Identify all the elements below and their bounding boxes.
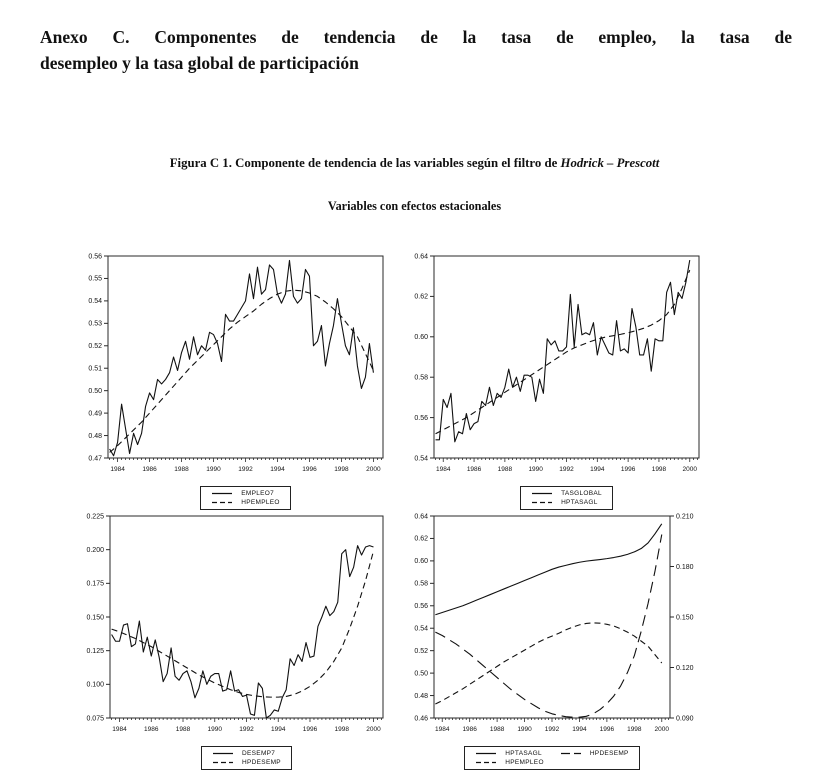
- svg-text:0.56: 0.56: [414, 414, 428, 422]
- chart-tasglobal-legend: [409, 486, 724, 510]
- series-TASGLOBAL: [436, 260, 690, 442]
- svg-text:0.52: 0.52: [414, 647, 428, 655]
- legend-label: TASGLOBAL: [561, 490, 602, 497]
- legend-item-hptasagl: [531, 499, 602, 506]
- line-chart-svg: [396, 250, 711, 480]
- svg-text:0.46: 0.46: [414, 715, 428, 723]
- svg-text:0.53: 0.53: [88, 320, 102, 328]
- chart-desempleo-legend: [84, 746, 409, 770]
- svg-text:2000: 2000: [682, 466, 697, 473]
- series-HPTASAGL: [436, 270, 690, 434]
- chart-tendencias: [398, 510, 718, 770]
- legend-label: HPEMPLEO: [505, 759, 544, 766]
- svg-text:1984: 1984: [110, 466, 125, 473]
- chart-tasglobal-plot: [396, 250, 711, 480]
- svg-text:1984: 1984: [436, 466, 451, 473]
- svg-text:1992: 1992: [559, 466, 574, 473]
- svg-text:0.48: 0.48: [88, 432, 102, 440]
- svg-text:2000: 2000: [654, 726, 670, 733]
- legend-box: [520, 486, 613, 510]
- svg-text:1992: 1992: [238, 466, 253, 473]
- page-title-line1: Anexo C. Componentes de tendencia de la tasa de empleo, la tasa de: [40, 26, 792, 47]
- figure-caption: [0, 156, 829, 171]
- svg-text:1988: 1988: [175, 726, 191, 733]
- legend-box: [464, 746, 639, 770]
- figure-caption-emphasis: Hodrick – Prescott: [560, 156, 660, 170]
- svg-text:0.64: 0.64: [414, 253, 428, 261]
- svg-text:0.180: 0.180: [676, 563, 694, 571]
- svg-text:1986: 1986: [466, 466, 482, 473]
- svg-text:1988: 1988: [497, 466, 513, 473]
- legend-line-sample: [211, 490, 233, 497]
- svg-text:1988: 1988: [174, 466, 189, 473]
- svg-text:1998: 1998: [334, 466, 349, 473]
- svg-text:0.49: 0.49: [88, 410, 102, 418]
- svg-text:1986: 1986: [142, 466, 157, 473]
- legend-line-sample: [560, 750, 582, 757]
- legend-label: HPEMPLEO: [241, 499, 280, 506]
- svg-text:0.47: 0.47: [88, 455, 102, 463]
- svg-text:0.54: 0.54: [88, 298, 102, 306]
- svg-text:1990: 1990: [207, 726, 222, 733]
- series-HPTASAGL: [435, 524, 661, 615]
- legend-label: HPTASAGL: [561, 499, 598, 506]
- legend-item-hpempleo: [475, 759, 544, 766]
- svg-text:1994: 1994: [271, 726, 286, 733]
- legend-item-empleo7: [211, 490, 280, 497]
- svg-text:1996: 1996: [599, 726, 615, 733]
- svg-text:0.58: 0.58: [414, 580, 428, 588]
- svg-text:0.60: 0.60: [414, 334, 428, 342]
- legend-item-hpdesemp: [560, 750, 629, 757]
- chart-tasglobal: [396, 250, 711, 510]
- svg-text:1998: 1998: [627, 726, 642, 733]
- svg-text:0.55: 0.55: [88, 275, 102, 283]
- svg-text:0.54: 0.54: [414, 625, 428, 633]
- svg-text:1998: 1998: [651, 466, 667, 473]
- line-chart-svg: [398, 510, 718, 740]
- svg-text:1996: 1996: [302, 466, 317, 473]
- legend-item-hpempleo: [211, 499, 280, 506]
- page-title-line2: desempleo y la tasa global de participación: [40, 52, 359, 73]
- legend-item-desemp7: [212, 750, 281, 757]
- svg-text:1988: 1988: [489, 726, 505, 733]
- legend-line-sample: [531, 499, 553, 506]
- svg-text:1984: 1984: [434, 726, 450, 733]
- svg-text:0.52: 0.52: [88, 343, 102, 351]
- svg-text:0.075: 0.075: [86, 715, 104, 723]
- series-HPEMPLEO: [110, 290, 374, 452]
- svg-text:0.51: 0.51: [88, 365, 102, 373]
- svg-text:0.210: 0.210: [676, 513, 694, 521]
- chart-desempleo: [70, 510, 395, 770]
- svg-text:0.225: 0.225: [86, 513, 104, 521]
- legend-line-sample: [475, 750, 497, 757]
- svg-text:1996: 1996: [620, 466, 636, 473]
- legend-box: [200, 486, 291, 510]
- svg-text:1992: 1992: [239, 726, 254, 733]
- svg-text:1994: 1994: [270, 466, 285, 473]
- svg-text:0.120: 0.120: [676, 664, 694, 672]
- svg-text:1994: 1994: [590, 466, 605, 473]
- svg-text:1990: 1990: [528, 466, 543, 473]
- chart-desempleo-plot: [70, 510, 395, 740]
- svg-text:0.150: 0.150: [676, 614, 694, 622]
- legend-line-sample: [212, 759, 234, 766]
- svg-text:1992: 1992: [544, 726, 560, 733]
- series-EMPLEO7: [110, 260, 374, 455]
- svg-text:0.50: 0.50: [88, 387, 102, 395]
- svg-text:0.56: 0.56: [88, 253, 102, 261]
- series-HPEMPLEO: [435, 623, 661, 704]
- svg-text:1986: 1986: [144, 726, 159, 733]
- svg-text:1994: 1994: [572, 726, 587, 733]
- line-chart-svg: [70, 250, 395, 480]
- svg-text:0.60: 0.60: [414, 558, 428, 566]
- svg-text:1996: 1996: [302, 726, 318, 733]
- legend-label: HPDESEMP: [589, 750, 629, 757]
- legend-label: DESEMP7: [242, 750, 276, 757]
- svg-text:0.200: 0.200: [86, 546, 104, 554]
- series-HPDESEMP: [112, 551, 374, 697]
- svg-text:0.175: 0.175: [86, 580, 104, 588]
- figure-caption-text: Figura C 1. Componente de tendencia de las variables según el filtro de: [169, 156, 561, 170]
- svg-text:2000: 2000: [366, 466, 381, 473]
- svg-text:0.50: 0.50: [414, 670, 428, 678]
- legend-label: EMPLEO7: [241, 490, 275, 497]
- figure-subtitle: Variables con efectos estacionales: [327, 199, 502, 213]
- svg-text:0.62: 0.62: [414, 293, 428, 301]
- legend-item-hpdesemp: [212, 759, 281, 766]
- legend-label: HPTASAGL: [505, 750, 542, 757]
- svg-text:0.58: 0.58: [414, 374, 428, 382]
- svg-text:0.54: 0.54: [414, 455, 428, 463]
- legend-item-hptasagl: [475, 750, 544, 757]
- chart-empleo-plot: [70, 250, 395, 480]
- legend-item-tasglobal: [531, 490, 602, 497]
- svg-text:1986: 1986: [462, 726, 477, 733]
- legend-label: HPDESEMP: [242, 759, 281, 766]
- chart-tendencias-legend: [392, 746, 712, 770]
- svg-text:0.090: 0.090: [676, 715, 694, 723]
- page-title: [40, 24, 792, 77]
- svg-text:0.48: 0.48: [414, 692, 428, 700]
- series-DESEMP7: [112, 546, 374, 718]
- svg-text:2000: 2000: [366, 726, 381, 733]
- svg-text:1998: 1998: [334, 726, 349, 733]
- svg-text:1990: 1990: [517, 726, 532, 733]
- legend-box: [201, 746, 292, 770]
- line-chart-svg: [70, 510, 395, 740]
- series-HPDESEMP: [435, 535, 661, 718]
- svg-text:0.100: 0.100: [86, 681, 104, 689]
- svg-text:1984: 1984: [112, 726, 127, 733]
- chart-empleo-legend: [83, 486, 408, 510]
- svg-text:0.56: 0.56: [414, 603, 428, 611]
- svg-text:0.125: 0.125: [86, 647, 104, 655]
- chart-tendencias-plot: [398, 510, 718, 740]
- legend-line-sample: [531, 490, 553, 497]
- svg-text:0.62: 0.62: [414, 535, 428, 543]
- legend-line-sample: [212, 750, 234, 757]
- svg-text:0.64: 0.64: [414, 513, 428, 521]
- legend-line-sample: [475, 759, 497, 766]
- chart-empleo: [70, 250, 395, 510]
- legend-line-sample: [211, 499, 233, 506]
- svg-text:0.150: 0.150: [86, 614, 104, 622]
- svg-text:1990: 1990: [206, 466, 221, 473]
